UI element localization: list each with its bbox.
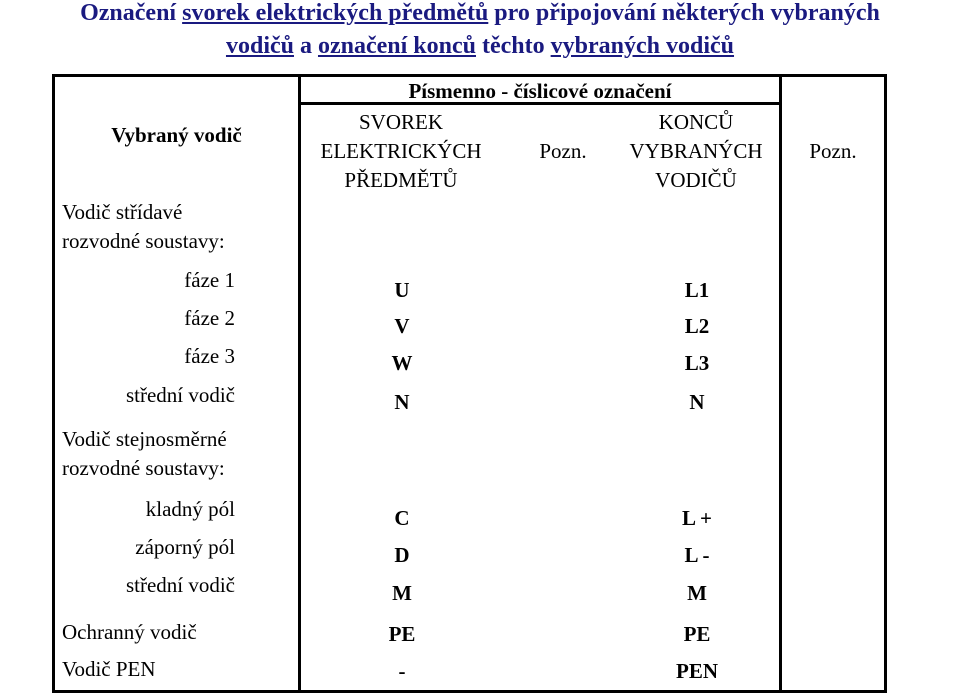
- title-underlined-terminals: svorek elektrických předmětů: [182, 0, 489, 26]
- section-label-dc: Vodič stejnosměrné: [62, 427, 227, 451]
- row-name: střední vodič: [125, 573, 235, 597]
- col-header-terminals: ELEKTRICKÝCH: [320, 139, 482, 163]
- end-code: L2: [684, 314, 710, 338]
- col-header-note: Pozn.: [539, 139, 587, 163]
- section-label-ac: rozvodné soustavy:: [62, 229, 225, 253]
- header-group: Písmenno - číslicové označení: [408, 79, 672, 103]
- col-header-ends: VYBRANÝCH: [629, 139, 763, 163]
- end-code: L1: [684, 278, 710, 302]
- col-header-ends: KONCŮ: [658, 110, 734, 134]
- terminal-code: PE: [388, 622, 416, 646]
- col-header-note: Pozn.: [809, 139, 857, 163]
- column-divider: [298, 74, 301, 693]
- end-code: L3: [684, 351, 710, 375]
- row-name: střední vodič: [125, 383, 235, 407]
- terminal-code: N: [394, 390, 410, 414]
- terminal-code: C: [394, 506, 410, 530]
- end-code: PE: [683, 622, 711, 646]
- title-underlined-conductors: vodičů: [225, 33, 294, 59]
- end-code: PEN: [676, 659, 718, 683]
- end-code: M: [687, 581, 707, 605]
- terminal-code: V: [394, 314, 410, 338]
- col-header-conductor: Vybraný vodič: [111, 123, 242, 147]
- end-code: N: [689, 390, 705, 414]
- section-label-dc: rozvodné soustavy:: [62, 456, 225, 480]
- terminal-code: M: [392, 581, 412, 605]
- col-header-ends: VODIČŮ: [655, 168, 737, 192]
- section-label-ac: Vodič střídavé: [62, 200, 183, 224]
- row-name: záporný pól: [135, 535, 235, 559]
- title-underlined-selected: vybraných vodičů: [550, 33, 735, 59]
- document-title-line-2: vodičů a označení konců těchto vybraných vodičů: [225, 33, 735, 59]
- row-name: fáze 1: [184, 268, 235, 292]
- terminal-code: -: [398, 659, 406, 683]
- row-name: Ochranný vodič: [62, 620, 197, 644]
- row-name: Vodič PEN: [62, 657, 156, 681]
- end-code: L +: [681, 506, 713, 530]
- terminal-code: W: [391, 351, 413, 375]
- end-code: L -: [684, 543, 710, 567]
- terminal-code: U: [394, 278, 410, 302]
- row-name: fáze 2: [184, 306, 235, 330]
- terminal-code: D: [394, 543, 410, 567]
- document-title-line-1: Označení svorek elektrických předmětů pro připojování některých vybraných: [80, 0, 880, 26]
- title-underlined-ends: označení konců: [317, 33, 476, 59]
- row-name: kladný pól: [145, 497, 235, 521]
- column-divider: [779, 74, 782, 693]
- row-name: fáze 3: [184, 344, 235, 368]
- col-header-terminals: SVOREK: [358, 110, 443, 134]
- col-header-terminals: PŘEDMĚTŮ: [344, 168, 458, 192]
